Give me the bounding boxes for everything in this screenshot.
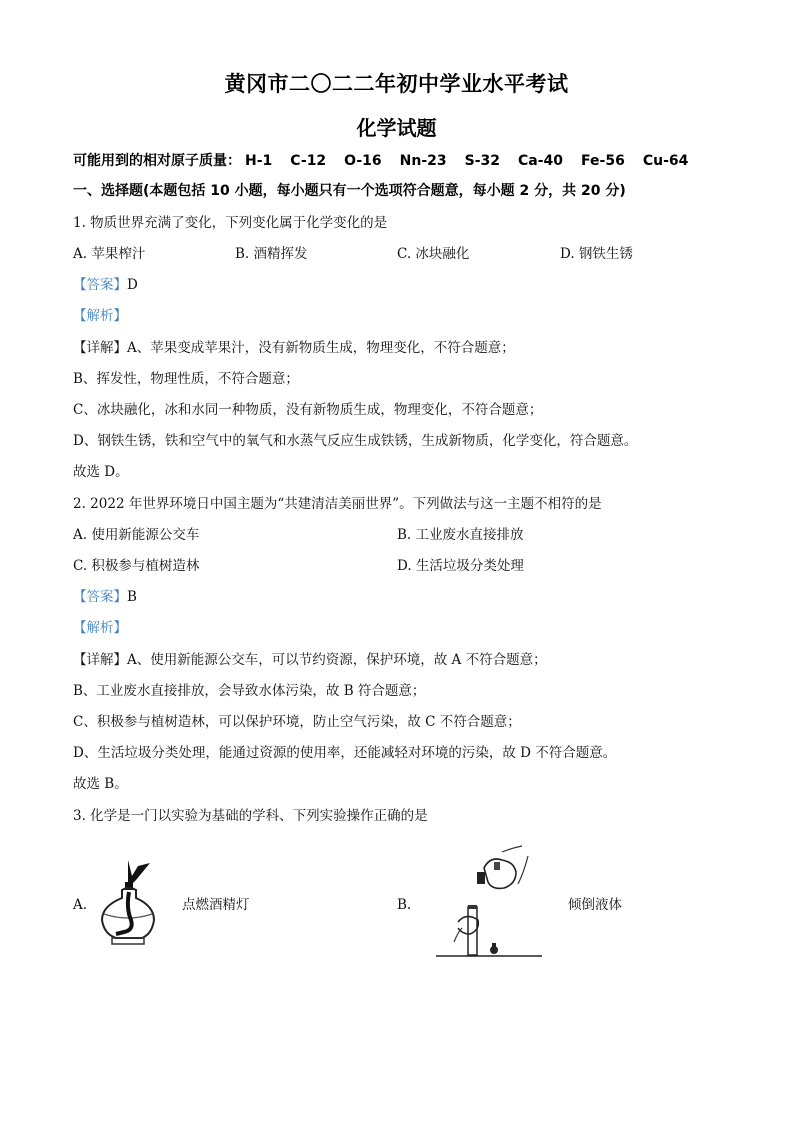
q3-option-a-caption: 点燃酒精灯 — [182, 897, 250, 913]
q1-option-d: D. 钢铁生锈 — [560, 246, 633, 262]
pouring-liquid-icon — [432, 842, 547, 960]
answer-value: B — [127, 589, 137, 605]
q1-answer — [73, 276, 138, 294]
detail-label: 【详解】 — [73, 340, 127, 356]
q2-detail-d: D、生活垃圾分类处理，能通过资源的使用率，还能减轻对环境的污染，故 D 不符合题意。 — [73, 745, 617, 761]
q2-detail-b: B、工业废水直接排放，会导致水体污染，故 B 符合题意； — [73, 683, 426, 699]
alcohol-lamp-icon — [98, 858, 158, 948]
q3-option-a-letter: A. — [73, 897, 88, 913]
question-2-stem: 2. 2022 年世界环境日中国主题为“共建清洁美丽世界”。下列做法与这一主题不相符的是 — [73, 496, 602, 512]
q2-detail-c: C、积极参与植树造林，可以保护环境，防止空气污染，故 C 不符合题意； — [73, 714, 521, 730]
answer-label: 【答案】 — [73, 589, 127, 605]
detail-label: 【详解】 — [73, 652, 127, 668]
atomic-masses — [73, 152, 706, 170]
detail-text: A、苹果变成苹果汁，没有新物质生成，物理变化，不符合题意； — [127, 340, 515, 356]
alcohol-lamp-lighting-figure — [98, 858, 158, 948]
q2-analysis-label: 【解析】 — [73, 620, 127, 636]
q1-option-c: C. 冰块融化 — [397, 246, 470, 262]
answer-value: D — [127, 277, 138, 293]
q2-answer — [73, 588, 137, 606]
q1-analysis-label: 【解析】 — [73, 308, 127, 324]
exam-title: 黄冈市二〇二二年初中学业水平考试 — [224, 72, 569, 96]
pouring-liquid-figure — [432, 842, 547, 960]
exam-subtitle: 化学试题 — [356, 116, 437, 140]
q2-option-c: C. 积极参与植树造林 — [73, 558, 200, 574]
detail-text: A、使用新能源公交车，可以节约资源，保护环境，故 A 不符合题意； — [127, 652, 547, 668]
atomic-mass: S-32 — [464, 153, 501, 169]
q1-option-a: A. 苹果榨汁 — [73, 246, 146, 262]
q1-detail-a — [73, 339, 515, 357]
atomic-masses-label: 可能用到的相对原子质量： — [73, 153, 241, 169]
atomic-mass: Fe-56 — [581, 153, 625, 169]
q1-conclusion: 故选 D。 — [73, 464, 129, 480]
atomic-mass: Ca-40 — [518, 153, 564, 169]
answer-label: 【答案】 — [73, 277, 127, 293]
atomic-mass: Cu-64 — [642, 153, 689, 169]
q2-option-b: B. 工业废水直接排放 — [397, 527, 524, 543]
atomic-mass: O-16 — [344, 153, 382, 169]
question-3-stem: 3. 化学是一门以实验为基础的学科、下列实验操作正确的是 — [73, 808, 428, 824]
q1-detail-c: C、冰块融化，冰和水同一种物质，没有新物质生成，物理变化，不符合题意； — [73, 402, 543, 418]
q2-option-d: D. 生活垃圾分类处理 — [397, 558, 524, 574]
q2-detail-a — [73, 651, 547, 669]
q1-option-b: B. 酒精挥发 — [235, 246, 308, 262]
atomic-mass: H-1 — [245, 153, 273, 169]
q1-detail-d: D、钢铁生锈，铁和空气中的氧气和水蒸气反应生成铁锈，生成新物质，化学变化，符合题意。 — [73, 433, 638, 449]
atomic-mass: Nn-23 — [399, 153, 447, 169]
section-heading: 一、选择题(本题包括 10 小题，每小题只有一个选项符合题意，每小题 2 分，共 20 分) — [73, 183, 626, 199]
atomic-mass: C-12 — [290, 153, 327, 169]
q3-option-b-letter: B. — [397, 897, 412, 913]
q2-conclusion: 故选 B。 — [73, 776, 128, 792]
q3-option-b-caption: 倾倒液体 — [568, 897, 622, 913]
q1-detail-b: B、挥发性，物理性质，不符合题意； — [73, 371, 299, 387]
question-1-stem: 1. 物质世界充满了变化，下列变化属于化学变化的是 — [73, 215, 388, 231]
q2-option-a: A. 使用新能源公交车 — [73, 527, 200, 543]
